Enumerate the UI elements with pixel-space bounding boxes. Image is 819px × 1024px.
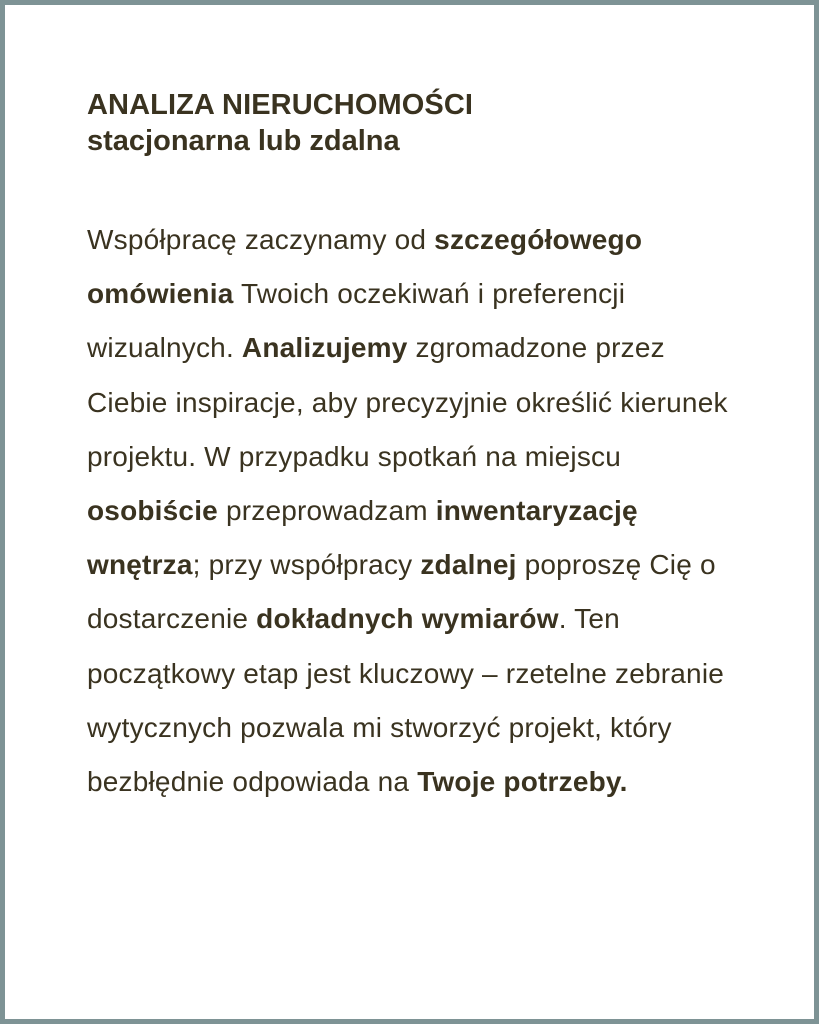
bold-phrase: Twoje potrzeby.	[417, 766, 628, 798]
bold-phrase: dokładnych wymiarów	[256, 603, 559, 635]
text-segment: . Ten początkowy etap jest kluczowy – rzetelne zebranie wytycznych pozwala mi stworzyć projekt, który bezbłędnie odpowiada na	[87, 603, 725, 798]
text-segment: zgromadzone przez Ciebie inspiracje, aby precyzyjnie określić kierunek projektu. W przypadku spotkań na miejscu	[87, 332, 728, 472]
bold-phrase: szczegółowego omówienia	[87, 224, 643, 310]
page-title: ANALIZA NIERUCHOMOŚCI	[87, 89, 474, 121]
bold-phrase: osobiście	[87, 495, 218, 527]
bold-phrase: zdalnej	[420, 549, 517, 581]
description-paragraph	[87, 213, 747, 809]
text-segment: poproszę Cię o dostarczenie	[87, 549, 716, 635]
bold-phrase: Analizujemy	[241, 332, 408, 364]
text-segment: Współpracę zaczynamy od	[87, 224, 435, 255]
card-content	[87, 87, 747, 798]
text-segment: ; przy współpracy	[192, 549, 421, 581]
text-segment: przeprowadzam	[217, 495, 436, 527]
text-segment: Twoich oczekiwań i preferencji wizualnych.	[87, 278, 626, 364]
page-subtitle: stacjonarna lub zdalna	[87, 125, 400, 157]
bold-phrase: inwentaryzację wnętrza	[87, 495, 638, 581]
